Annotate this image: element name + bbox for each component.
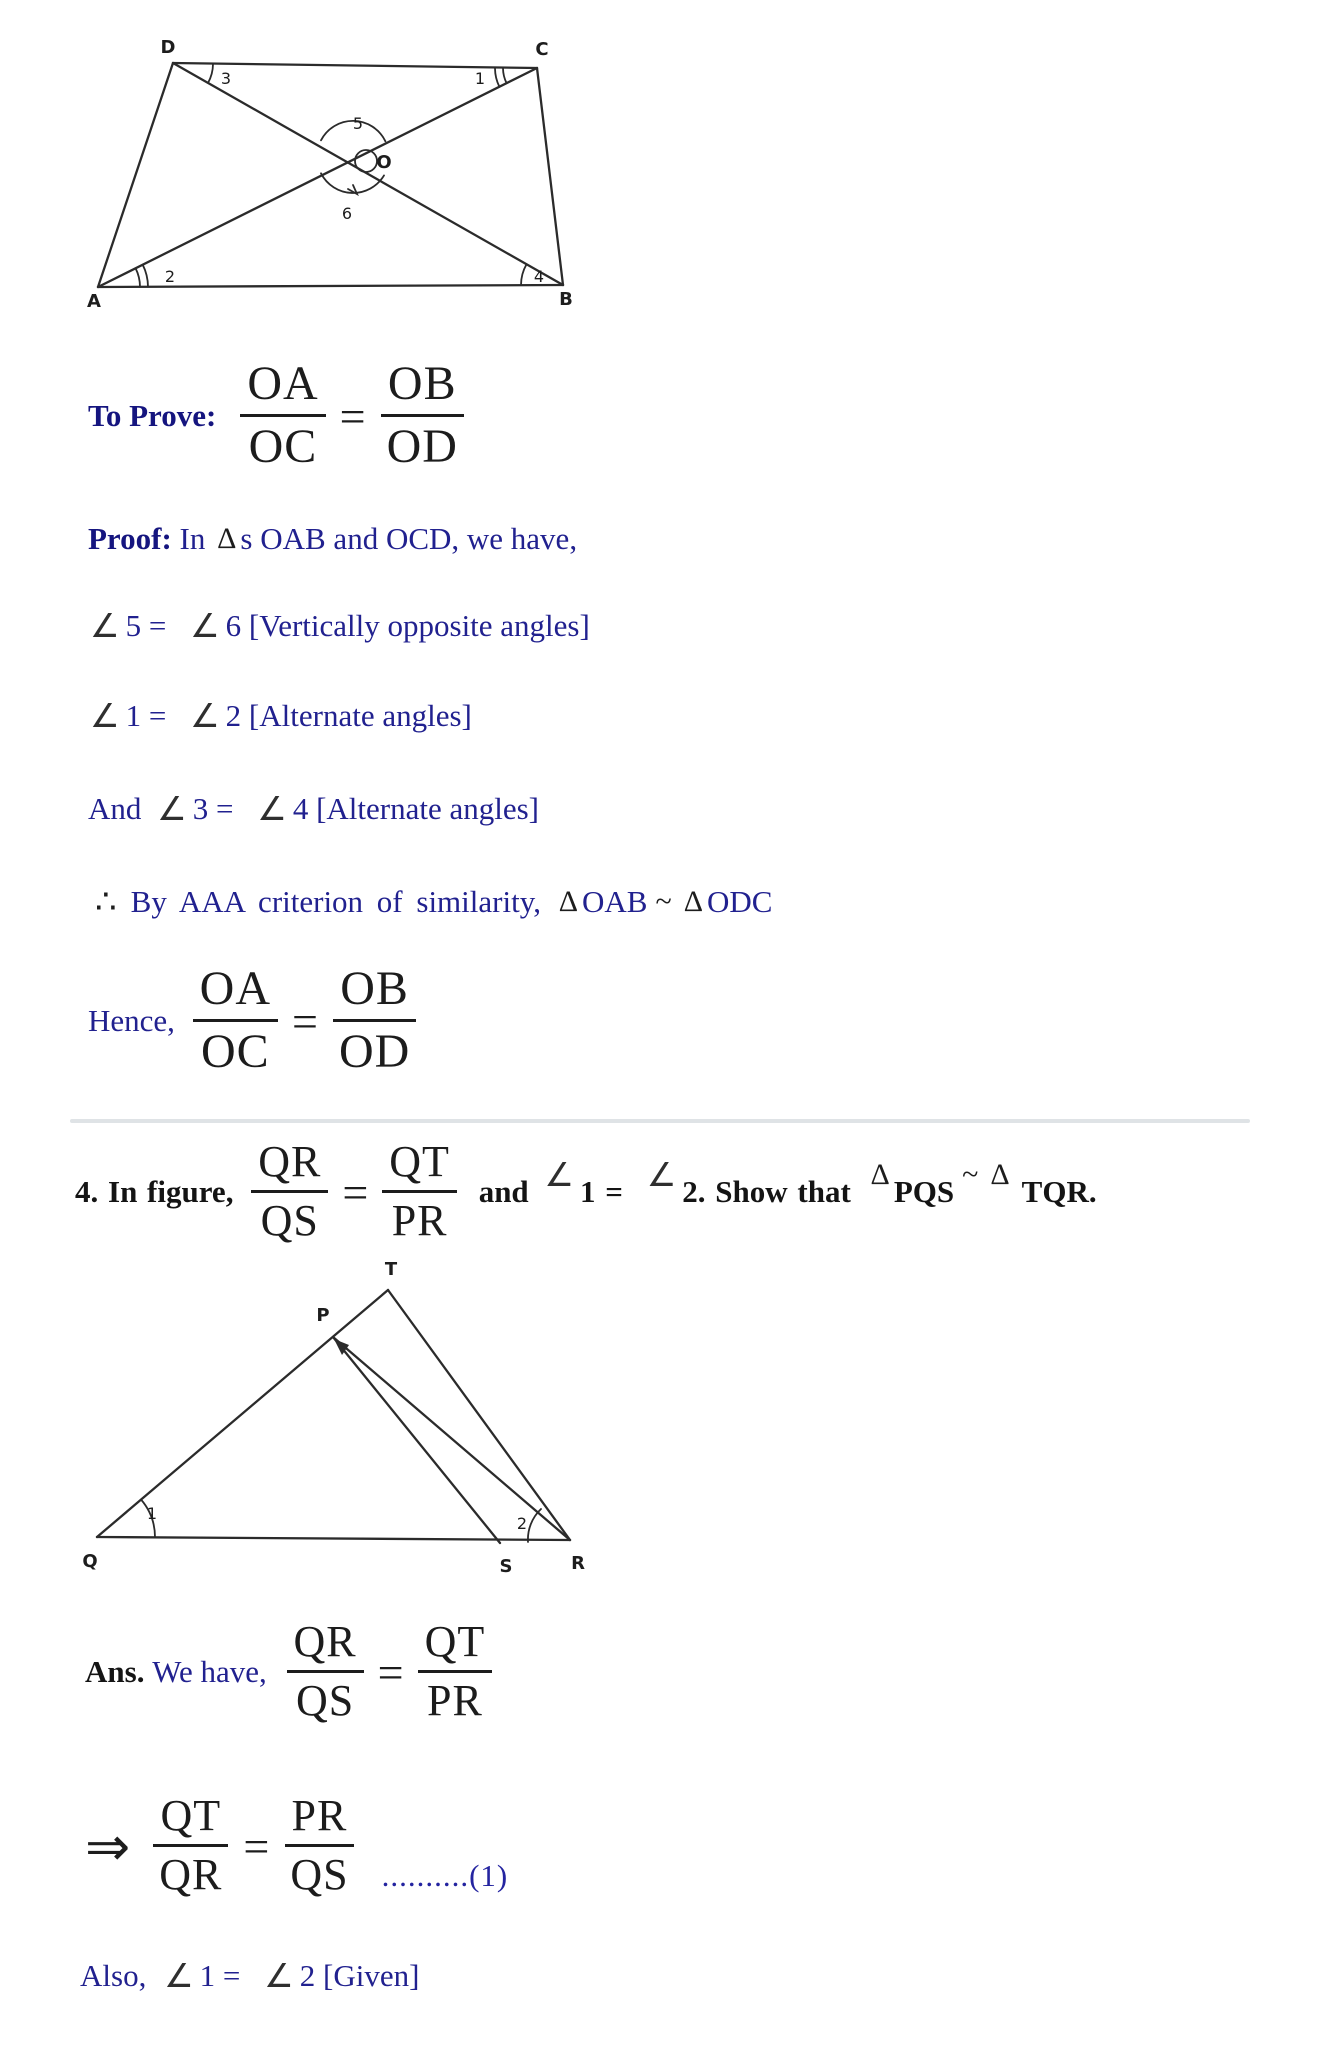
- fraction-numerator: QR: [251, 1138, 328, 1193]
- also-label: Also,: [80, 1958, 155, 1993]
- angle-arc-4: [521, 264, 527, 285]
- triangle-name: TQR.: [1021, 1174, 1097, 1209]
- label-angle-2: 2: [164, 267, 176, 286]
- fraction-oa-oc: [240, 358, 325, 474]
- label-C: C: [535, 39, 549, 60]
- triangle-name: PQS: [893, 1174, 955, 1209]
- proof-label: Proof:: [88, 521, 172, 556]
- angle-icon: ∠: [157, 792, 187, 828]
- answer-row: [85, 1612, 492, 1732]
- diagonal-AC: [98, 68, 537, 287]
- triangle-name: OAB: [582, 884, 648, 919]
- fraction-denominator: PR: [391, 1196, 448, 1245]
- step-text: 2 [Alternate angles]: [225, 698, 472, 733]
- hence-label: Hence,: [88, 1003, 183, 1038]
- diagonal-DB: [173, 63, 563, 285]
- fraction-ob-od: [380, 358, 465, 474]
- fraction-denominator: OC: [248, 420, 318, 473]
- fraction-numerator: PR: [285, 1792, 355, 1847]
- triangle-icon: Δ: [217, 522, 237, 555]
- question-text: 2. Show that: [682, 1174, 861, 1209]
- label-angle-2: 2: [516, 1514, 528, 1533]
- fraction-numerator: QR: [287, 1618, 364, 1673]
- fraction-ob-od: [332, 963, 417, 1079]
- triangle-icon: Δ: [683, 885, 703, 918]
- angle-icon: ∠: [264, 1959, 294, 1995]
- label-O: O: [376, 152, 392, 173]
- label-Q: Q: [82, 1551, 98, 1572]
- fraction-denominator: QS: [290, 1850, 349, 1899]
- label-angle-3: 3: [220, 69, 232, 88]
- step-text: 5 =: [125, 608, 175, 643]
- fraction-denominator: OD: [338, 1025, 411, 1078]
- side-CB: [537, 68, 563, 285]
- fraction-denominator: QR: [159, 1850, 223, 1899]
- fraction-qr-qs: [251, 1138, 328, 1246]
- side-TR: [388, 1290, 570, 1540]
- angle-icon: ∠: [544, 1158, 575, 1194]
- angle-icon: ∠: [190, 699, 220, 735]
- equals-sign: =: [292, 995, 318, 1047]
- proof-step-row: [90, 603, 590, 649]
- triangle-icon: Δ: [870, 1158, 890, 1191]
- step-text: 1 =: [125, 698, 175, 733]
- proof-text-pre: In: [171, 521, 214, 556]
- similar-icon: ~: [962, 1158, 979, 1191]
- equals-sign: =: [243, 1820, 270, 1872]
- angle-icon: ∠: [257, 792, 287, 828]
- angle-arc-1a: [503, 68, 507, 83]
- equation-reference: ..........(1): [381, 1858, 509, 1893]
- fraction-denominator: PR: [427, 1676, 483, 1725]
- implies-icon: ⇒: [85, 1816, 131, 1877]
- fraction-numerator: OA: [240, 358, 325, 417]
- fraction-denominator: QS: [260, 1196, 319, 1245]
- fraction-numerator: OA: [193, 963, 278, 1022]
- label-D: D: [160, 37, 176, 58]
- also-row: [80, 1952, 419, 2000]
- fraction-denominator: OD: [386, 420, 458, 473]
- angle-icon: ∠: [164, 1959, 194, 1995]
- proof-text-post: s OAB and OCD, we have,: [240, 521, 578, 556]
- side-DA: [98, 63, 176, 287]
- trapezium-figure: [60, 5, 580, 315]
- also-text: 1 =: [199, 1958, 249, 1993]
- label-angle-4: 4: [533, 267, 545, 286]
- angle-arc-1b: [495, 69, 499, 87]
- label-P: P: [316, 1305, 330, 1326]
- segment-PR: [333, 1337, 570, 1540]
- label-A: A: [87, 291, 101, 312]
- label-angle-1: 1: [474, 69, 486, 88]
- conclusion-text: By AAA criterion of similarity,: [130, 884, 555, 919]
- equals-sign: =: [342, 1166, 369, 1218]
- segment-PS: [333, 1337, 500, 1543]
- step-text: 4 [Alternate angles]: [292, 791, 539, 826]
- step-text: 6 [Vertically opposite angles]: [225, 608, 590, 643]
- angle-arc-6: [321, 173, 384, 193]
- triangle-figure: [60, 1245, 600, 1590]
- equals-sign: =: [377, 1646, 404, 1698]
- triangle-icon: Δ: [558, 885, 578, 918]
- angle-icon: ∠: [90, 699, 120, 735]
- side-QR: [97, 1537, 570, 1540]
- fraction-denominator: QS: [295, 1676, 355, 1725]
- equals-sign: =: [339, 390, 366, 442]
- fraction-pr-qs: [283, 1792, 355, 1900]
- label-S: S: [499, 1556, 513, 1577]
- side-DC: [173, 63, 537, 68]
- triangle-icon: Δ: [990, 1158, 1010, 1191]
- step-text: 3 =: [192, 791, 242, 826]
- fraction-numerator: OB: [381, 358, 464, 417]
- fraction-numerator: QT: [382, 1138, 457, 1193]
- conclusion-row: [95, 878, 772, 926]
- to-prove-row: [88, 357, 465, 473]
- similar-icon: ~: [655, 885, 672, 918]
- ans-text: We have,: [152, 1654, 275, 1689]
- label-angle-5: 5: [352, 114, 364, 133]
- fraction-oa-oc: [193, 963, 278, 1079]
- fraction-qt-pr: [382, 1138, 457, 1246]
- angle-icon: ∠: [646, 1158, 677, 1194]
- fraction-numerator: OB: [333, 963, 416, 1022]
- question-number-text: 4. In figure,: [75, 1174, 244, 1209]
- hence-row: [88, 962, 417, 1080]
- section-divider: [70, 1119, 1250, 1123]
- angle-icon: ∠: [190, 609, 220, 645]
- proof-step-row: [90, 693, 472, 739]
- step-text: And: [88, 791, 150, 826]
- fraction-numerator: QT: [418, 1618, 493, 1673]
- fraction-qt-pr: [418, 1618, 493, 1726]
- proof-step-row: [88, 786, 539, 832]
- question-text: and: [468, 1174, 539, 1209]
- label-B: B: [559, 289, 573, 310]
- angle-arc-2b: [143, 265, 148, 287]
- proof-intro-row: [88, 516, 577, 562]
- implication-row: [85, 1772, 508, 1920]
- triangle-name: ODC: [706, 884, 773, 919]
- label-angle-6: 6: [341, 204, 353, 223]
- fraction-denominator: OC: [200, 1025, 270, 1078]
- angle-arc-3: [208, 64, 213, 83]
- question-4-row: [75, 1136, 1097, 1248]
- ans-label: Ans.: [85, 1654, 153, 1689]
- also-text: 2 [Given]: [299, 1958, 420, 1993]
- question-text: 1 =: [580, 1174, 633, 1209]
- fraction-qt-qr: [152, 1792, 229, 1900]
- fraction-qr-qs: [287, 1618, 364, 1726]
- label-angle-1: 1: [146, 1504, 158, 1523]
- angle-icon: ∠: [90, 609, 120, 645]
- therefore-icon: ∴: [95, 884, 117, 921]
- label-T: T: [384, 1259, 398, 1280]
- angle-arc-2a: [136, 268, 140, 287]
- to-prove-label: To Prove:: [88, 398, 217, 433]
- label-R: R: [571, 1553, 585, 1574]
- fraction-numerator: QT: [153, 1792, 228, 1847]
